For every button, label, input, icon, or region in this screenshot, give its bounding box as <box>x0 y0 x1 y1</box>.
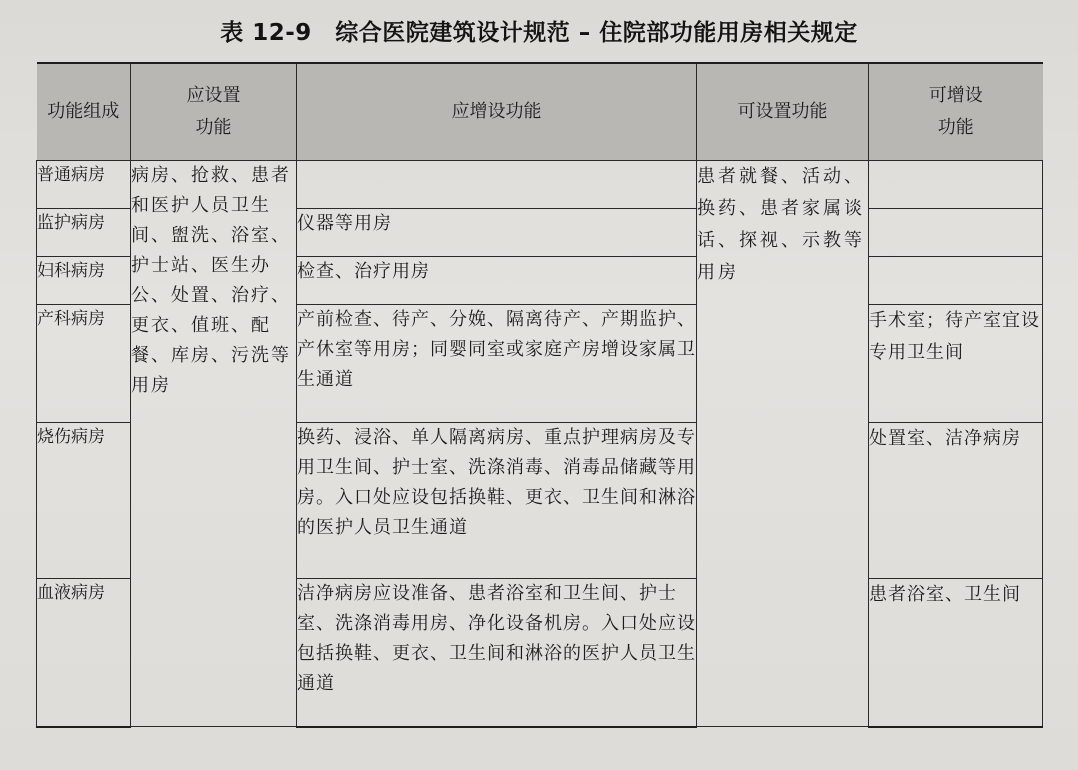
header-plus: 可增设 功能 <box>869 63 1043 161</box>
plus-function-cell: 处置室、洁净病房 <box>869 423 1043 579</box>
header-row <box>37 63 1043 161</box>
add-function-cell: 仪器等用房 <box>297 209 697 257</box>
unit-cell: 妇科病房 <box>37 257 131 305</box>
unit-cell: 血液病房 <box>37 579 131 727</box>
header-add: 应增设功能 <box>297 63 697 161</box>
add-function-cell <box>297 161 697 209</box>
header-base: 应设置 功能 <box>131 63 297 161</box>
add-function-cell: 洁净病房应设准备、患者浴室和卫生间、护士室、洗涤消毒用房、净化设备机房。入口处应设包括换鞋、更衣、卫生间和淋浴的医护人员卫生通道 <box>297 579 697 727</box>
regulation-table <box>36 62 1043 728</box>
table-row <box>37 161 1043 209</box>
plus-function-cell: 手术室；待产室宜设专用卫生间 <box>869 305 1043 423</box>
plus-function-cell: 患者浴室、卫生间 <box>869 579 1043 727</box>
base-function-cell: 病房、抢救、患者和医护人员卫生间、盥洗、浴室、护士站、医生办公、处置、治疗、更衣、值班、配餐、库房、污洗等用房 <box>131 161 297 727</box>
plus-function-cell <box>869 161 1043 209</box>
header-optional: 可设置功能 <box>697 63 869 161</box>
table-title: 表 12-9 综合医院建筑设计规范 – 住院部功能用房相关规定 <box>220 20 858 46</box>
plus-function-cell <box>869 209 1043 257</box>
unit-cell: 烧伤病房 <box>37 423 131 579</box>
unit-cell: 普通病房 <box>37 161 131 209</box>
add-function-cell: 产前检查、待产、分娩、隔离待产、产期监护、产休室等用房；同婴同室或家庭产房增设家属卫生通道 <box>297 305 697 423</box>
unit-cell: 产科病房 <box>37 305 131 423</box>
add-function-cell: 换药、浸浴、单人隔离病房、重点护理病房及专用卫生间、护士室、洗涤消毒、消毒品储藏等用房。入口处应设包括换鞋、更衣、卫生间和淋浴的医护人员卫生通道 <box>297 423 697 579</box>
add-function-cell: 检查、治疗用房 <box>297 257 697 305</box>
unit-cell: 监护病房 <box>37 209 131 257</box>
header-unit: 功能组成 <box>37 63 131 161</box>
plus-function-cell <box>869 257 1043 305</box>
optional-function-cell: 患者就餐、活动、换药、患者家属谈话、探视、示教等用房 <box>697 161 869 727</box>
